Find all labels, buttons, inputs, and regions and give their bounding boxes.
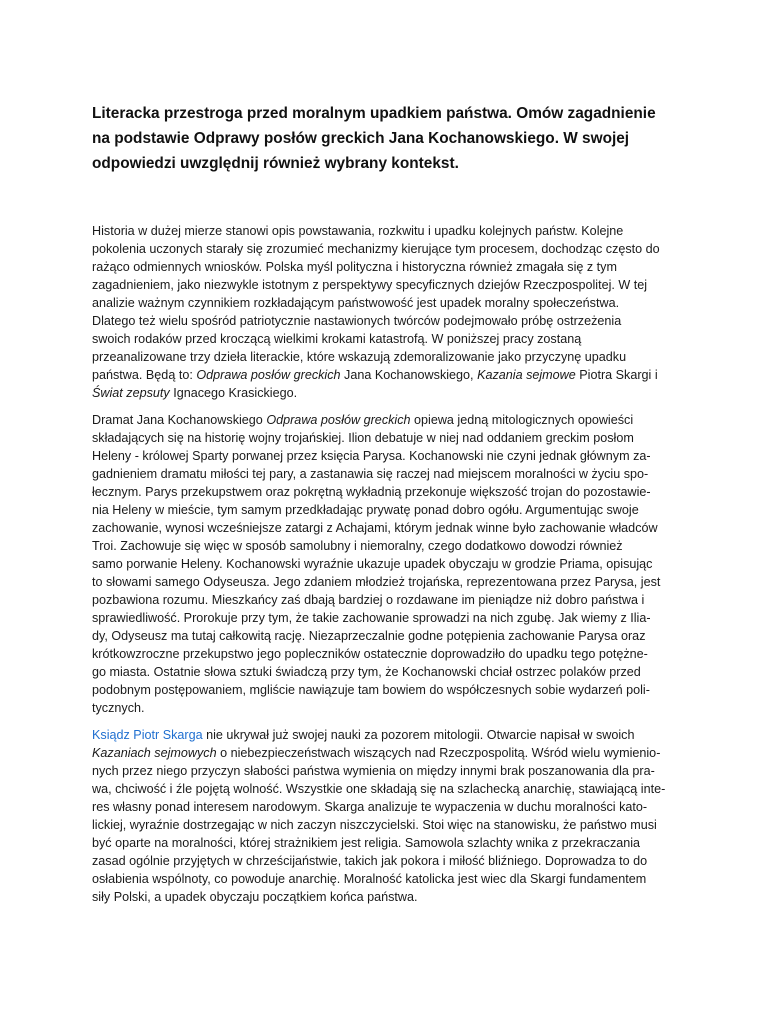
text-line: res własny ponad interesem narodowym. Skarga analizuje te wypaczenia w duchu moralności kato- xyxy=(92,800,648,814)
text-line: krótkowzroczne przekupstwo jego popleczników ostatecznie doprowadziło do upadku tego potężne- xyxy=(92,647,648,661)
text-line: podobnym postępowaniem, mgliście nawiązuje tam bowiem do współczesnych sobie wydarzeń poli- xyxy=(92,683,650,697)
paragraph-skarga xyxy=(92,726,686,906)
text-line xyxy=(92,366,686,384)
text-line: nia Heleny w mieście, tym samym przedkładając prywatę ponad dobro ogółu. Argumentując swoje xyxy=(92,503,639,517)
text-line: łecznym. Parys przekupstwem oraz pokrętną wykładnią przekonuje większość trojan do pozostawie- xyxy=(92,485,651,499)
text-line: go miasta. Ostatnie słowa sztuki świadczą przy tym, że Kochanowski chciał ostrzec polaków przed xyxy=(92,665,641,679)
text-run: Piotra Skargi i xyxy=(575,368,658,382)
text-line: Troi. Zachowuje się więc w sposób samolubny i niemoralny, czego dodatkowo dowodzi również xyxy=(92,539,623,553)
text-run: o niebezpieczeństwach wiszących nad Rzeczpospolitą. Wśród wielu wymienio- xyxy=(216,746,661,760)
skarga-link[interactable]: Ksiądz Piotr Skarga xyxy=(92,728,203,742)
text-line: rażąco odmiennych wniosków. Polska myśl polityczna i historyczna również zmagała się z tym xyxy=(92,260,617,274)
text-run: Dramat Jana Kochanowskiego xyxy=(92,413,267,427)
paragraph-introduction xyxy=(92,222,686,402)
text-line: Dlatego też wielu spośród patriotycznie nastawionych twórców podejmowało próbę ostrzeżenia xyxy=(92,314,622,328)
text-line: pozbawiona rozumu. Mieszkańcy zaś dbają bardziej o rozdawane im pieniądze niż dobro państwa i xyxy=(92,593,645,607)
work-title-swiat-zepsuty: Świat zepsuty xyxy=(92,386,170,400)
text-line: sprawiedliwość. Prorokuje przy tym, że takie zachowanie sprowadzi na nich zgubę. Jak wiemy z Ilia- xyxy=(92,611,651,625)
text-line: zagadnieniem, jako niezwykle istotnym z perspektywy specyficznych dziejów Rzeczpospolitej. W tej xyxy=(92,278,648,292)
text-line: Historia w dużej mierze stanowi opis powstawania, rozkwitu i upadku kolejnych państw. Kolejne xyxy=(92,224,624,238)
text-run: nie ukrywał już swojej nauki za pozorem mitologii. Otwarcie napisał w swoich xyxy=(202,728,635,742)
text-line xyxy=(92,726,686,744)
text-line: wa, chciwość i źle pojętą wolność. Wszystkie one składają się na szlachecką anarchię, stawiającą inte- xyxy=(92,782,666,796)
paragraph-kochanowski xyxy=(92,411,686,717)
work-title-kazania: Kazania sejmowe xyxy=(477,368,576,382)
work-title-odprawa: Odprawa posłów greckich xyxy=(196,368,341,382)
text-run: Ignacego Krasickiego. xyxy=(169,386,298,400)
essay-title xyxy=(92,101,688,176)
text-line: być oparte na moralności, której strażnikiem jest religia. Samowola szlachty wnika z przekraczania xyxy=(92,836,641,850)
text-line xyxy=(92,744,686,762)
title-line: odpowiedzi uwzględnij również wybrany kontekst. xyxy=(92,155,459,172)
text-line: Heleny - królowej Sparty porwanej przez księcia Parysa. Kochanowski nie czyni jednak głównym za- xyxy=(92,449,651,463)
text-line: siły Polski, a upadek obyczaju początkiem końca państwa. xyxy=(92,890,418,904)
text-line: zachowanie, wynosi wcześniejsze zatargi z Achajami, którym jednak winne było zachowanie władców xyxy=(92,521,658,535)
text-line: samo porwanie Heleny. Kochanowski wyraźnie ukazuje upadek obyczaju w grodzie Priama, opisując xyxy=(92,557,653,571)
text-run: opiewa jedną mitologicznych opowieści xyxy=(410,413,634,427)
text-line: składających się na historię wojny trojańskiej. Ilion debatuje w niej nad oddaniem greckim posłom xyxy=(92,431,634,445)
text-line: dy, Odyseusz ma tutaj całkowitą rację. Niezaprzeczalnie godne potępienia zachowanie Parysa oraz xyxy=(92,629,646,643)
text-line: analizie ważnym czynnikiem rozkładającym państwowość jest upadek moralny społeczeństwa. xyxy=(92,296,620,310)
text-line: przeanalizowane trzy dzieła literackie, które wskazują zdemoralizowanie jako przyczynę upadku xyxy=(92,350,627,364)
text-line: osłabienia wspólnoty, co powoduje anarchię. Moralność katolicka jest wiec dla Skargi fundamentem xyxy=(92,872,647,886)
title-line: na podstawie Odprawy posłów greckich Jana Kochanowskiego. W swojej xyxy=(92,130,630,147)
essay-body xyxy=(92,222,686,915)
work-title-kazaniach: Kazaniach sejmowych xyxy=(92,746,217,760)
text-line: swoich rodaków przed kroczącą wielkimi krokami katastrofą. W poniższej pracy zostaną xyxy=(92,332,582,346)
text-line xyxy=(92,384,686,402)
work-title-odprawa: Odprawa posłów greckich xyxy=(266,413,411,427)
text-line: pokolenia uczonych starały się zrozumieć mechanizmy kierujące tym procesem, dochodząc często do xyxy=(92,242,660,256)
text-run: państwa. Będą to: xyxy=(92,368,197,382)
text-line: tycznych. xyxy=(92,701,145,715)
text-line: zasad ogólnie przyjętych w chrześcijaństwie, takich jak pokora i miłość bliźniego. Doprowadza to do xyxy=(92,854,648,868)
text-line: to słowami samego Odyseusza. Jego zdaniem młodzież trojańska, reprezentowana przez Parysa, jest xyxy=(92,575,661,589)
text-run: Jana Kochanowskiego, xyxy=(340,368,478,382)
title-line: Literacka przestroga przed moralnym upadkiem państwa. Omów zagadnienie xyxy=(92,105,656,122)
text-line: nych przez niego przyczyn słabości państwa wymienia on między innymi brak poszanowania dla pra- xyxy=(92,764,655,778)
text-line: gadnieniem dramatu miłości tej pary, a zastanawia się raczej nad miejscem moralności w życiu spo- xyxy=(92,467,649,481)
text-line xyxy=(92,411,686,429)
text-line: lickiej, wyraźnie dostrzegając w nich zaczyn niszczycielski. Stoi więc na stanowisku, że państwo musi xyxy=(92,818,657,832)
